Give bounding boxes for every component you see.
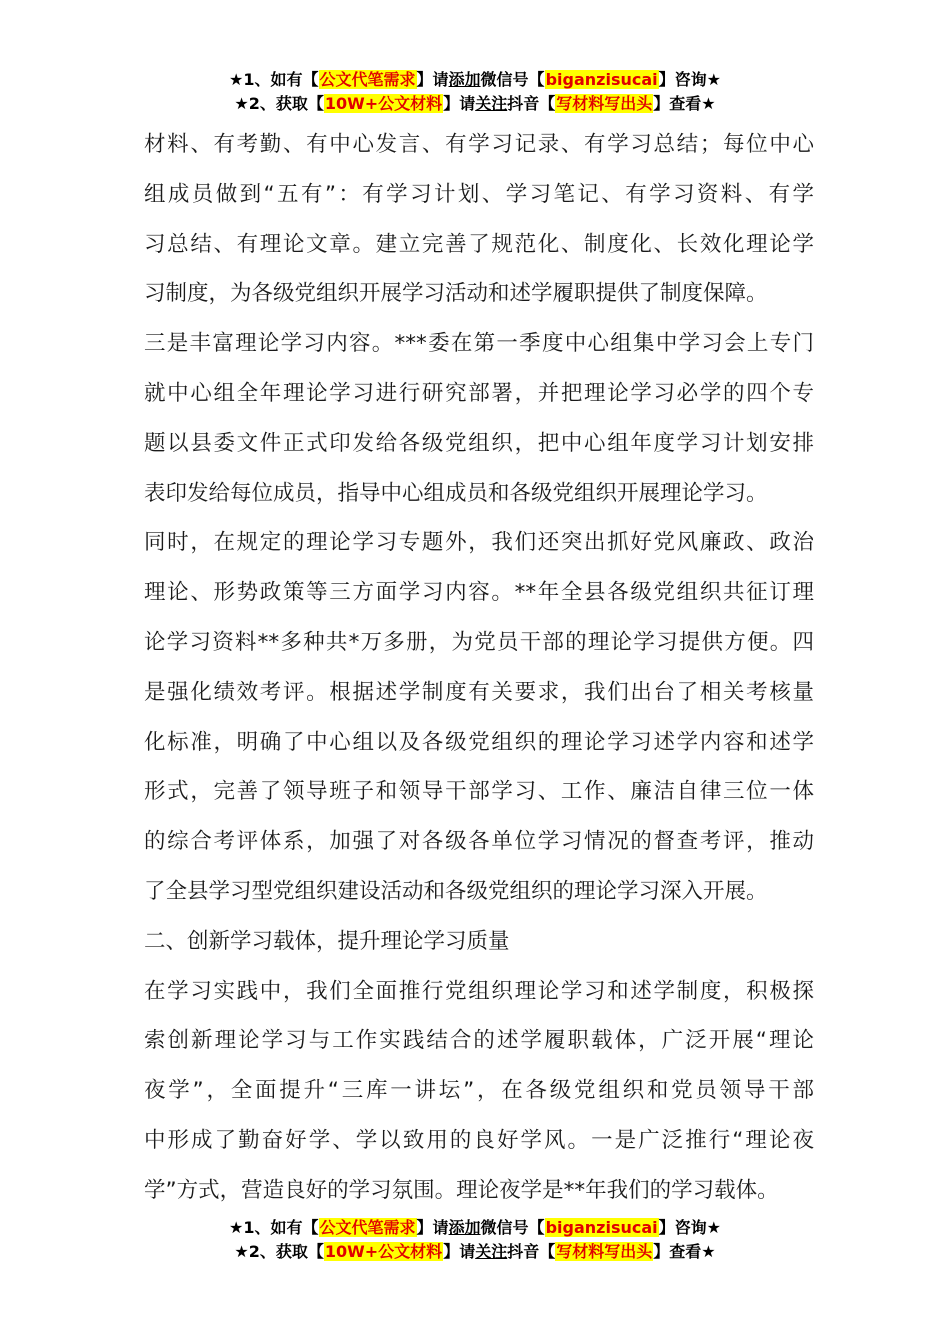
banner-underlined: 关注 [475,1242,508,1261]
banner-highlight: biganzisucai [545,70,658,89]
body-line: 的综合考评体系，加强了对各级各单位学习情况的督查考评，推动 [144,829,814,855]
body-line: 习总结、有理论文章。建立完善了规范化、制度化、长效化理论学 [144,231,814,257]
banner-text: 微信号【 [480,1218,545,1237]
banner-text: ★2、获取【 [234,1242,324,1261]
banner-text: 】查看★ [653,1242,716,1261]
section-heading: 二、创新学习载体，提升理论学习质量 [144,928,510,954]
banner-underlined: 添加 [448,1218,481,1237]
header-banner [0,68,950,116]
banner-text: ★1、如有【 [229,1218,319,1237]
banner-line-1 [0,68,950,92]
banner-highlight: 写材料写出头 [556,1242,653,1261]
body-line: 三是丰富理论学习内容。***委在第一季度中心组集中学习会上专门 [144,331,814,357]
body-line: 论学习资料**多种共*万多册，为党员干部的理论学习提供方便。四 [144,629,814,655]
banner-line-2 [0,1240,950,1264]
banner-underlined: 添加 [448,70,481,89]
banner-text: 】请 [443,1242,476,1261]
body-line: 理论、形势政策等三方面学习内容。**年全县各级党组织共征订理 [144,580,814,606]
banner-highlight: 10W+公文材料 [324,94,443,113]
banner-text: 】咨询★ [658,70,721,89]
body-line: 形式，完善了领导班子和领导干部学习、工作、廉洁自律三位一体 [144,779,814,805]
banner-text: 】咨询★ [658,1218,721,1237]
banner-text: 抖音【 [507,94,556,113]
body-line: 习制度，为各级党组织开展学习活动和述学履职提供了制度保障。 [144,281,768,307]
banner-text: 微信号【 [480,70,545,89]
banner-text: ★2、获取【 [234,94,324,113]
body-line: 同时，在规定的理论学习专题外，我们还突出抓好党风廉政、政治 [144,530,814,556]
banner-highlight: 10W+公文材料 [324,1242,443,1261]
body-line: 化标准，明确了中心组以及各级党组织的理论学习述学内容和述学 [144,729,814,755]
body-line: 夜学”，全面提升“三库一讲坛”，在各级党组织和党员领导干部 [144,1078,814,1104]
banner-highlight: 写材料写出头 [556,94,653,113]
body-line: 题以县委文件正式印发给各级党组织，把中心组年度学习计划安排 [144,430,814,456]
body-line: 了全县学习型党组织建设活动和各级党组织的理论学习深入开展。 [144,878,768,904]
banner-text: 抖音【 [507,1242,556,1261]
body-line: 材料、有考勤、有中心发言、有学习记录、有学习总结；每位中心 [144,132,814,157]
banner-line-2 [0,92,950,116]
banner-text: 】请 [443,94,476,113]
banner-highlight: 公文代笔需求 [319,1218,416,1237]
banner-text: 】查看★ [653,94,716,113]
banner-text: ★1、如有【 [229,70,319,89]
body-line: 索创新理论学习与工作实践结合的述学履职载体，广泛开展“理论 [144,1028,814,1054]
body-line: 就中心组全年理论学习进行研究部署，并把理论学习必学的四个专 [144,380,814,406]
banner-underlined: 关注 [475,94,508,113]
body-line: 组成员做到“五有”：有学习计划、学习笔记、有学习资料、有学 [144,181,814,207]
document-body [144,120,814,1216]
banner-line-1 [0,1216,950,1240]
footer-banner [0,1216,950,1264]
body-line: 中形成了勤奋好学、学以致用的良好学风。一是广泛推行“理论夜 [144,1127,814,1153]
body-line: 学”方式，营造良好的学习氛围。理论夜学是**年我们的学习载体。 [144,1177,779,1203]
banner-text: 】请 [416,70,449,89]
banner-highlight: biganzisucai [545,1218,658,1237]
banner-highlight: 公文代笔需求 [319,70,416,89]
body-line: 在学习实践中，我们全面推行党组织理论学习和述学制度，积极探 [144,978,814,1004]
body-line: 表印发给每位成员，指导中心组成员和各级党组织开展理论学习。 [144,480,768,506]
body-line: 是强化绩效考评。根据述学制度有关要求，我们出台了相关考核量 [144,679,814,705]
banner-text: 】请 [416,1218,449,1237]
